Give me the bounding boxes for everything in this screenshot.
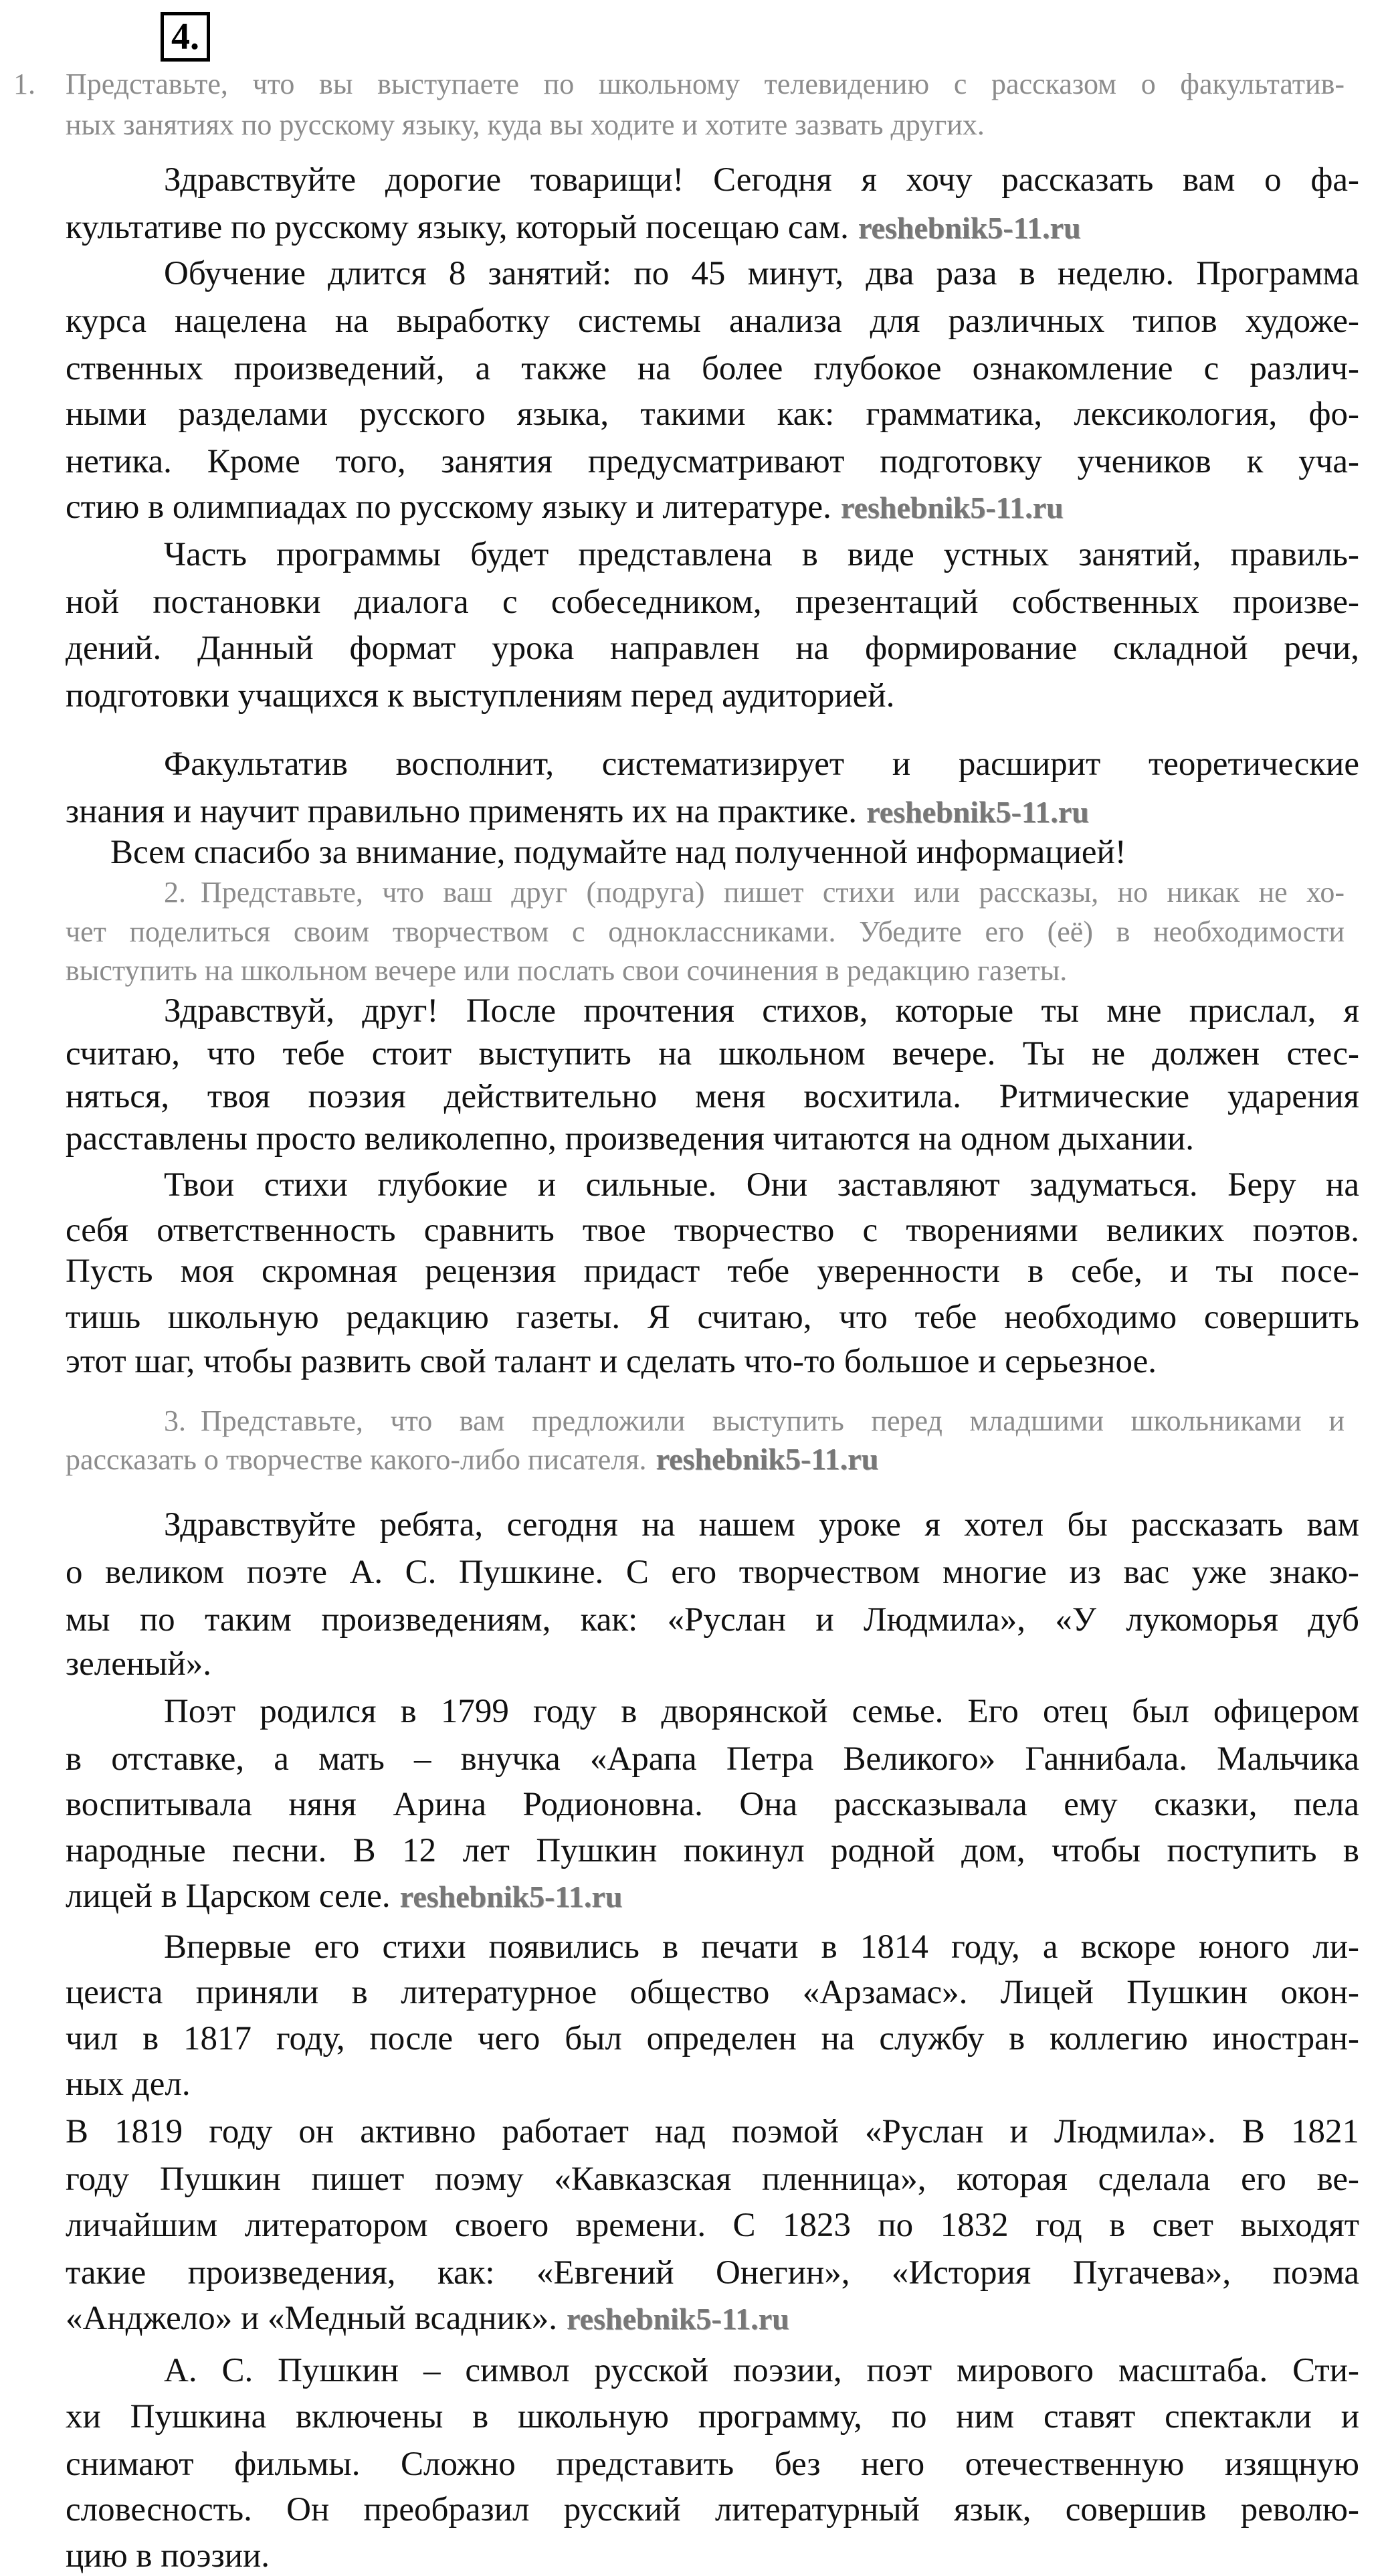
- text-line: [66, 1972, 1359, 2013]
- line-text: расставлены просто великолепно, произведения читаются на одном дыхании.: [66, 1120, 1195, 1158]
- text-line: [66, 207, 1081, 248]
- line-text: Впервые его стихи появились в печати в 1814 году, а вскоре юного ли-: [164, 1928, 1359, 1966]
- watermark: reshebnik5-11.ru: [866, 795, 1089, 830]
- text-line: [66, 2536, 270, 2576]
- text-line: [66, 676, 894, 716]
- text-line: [66, 2253, 1359, 2293]
- text-line: [66, 487, 1064, 527]
- text-line: [66, 2112, 1359, 2152]
- line-text: считаю, что тебе стоит выступить на школьном вечере. Ты не должен стес-: [66, 1035, 1359, 1073]
- text-line: [164, 991, 1359, 1031]
- line-text: в отставке, а мать – внучка «Арапа Петра Великого» Ганнибала. Мальчика: [66, 1740, 1359, 1778]
- text-line: [164, 160, 1359, 200]
- text-line: [66, 1210, 1359, 1251]
- text-line: [66, 442, 1359, 482]
- line-text: личайшим литератором своего времени. С 1823 по 1832 год в свет выходят: [66, 2206, 1359, 2244]
- line-text: Всем спасибо за внимание, подумайте над полученной информацией!: [110, 834, 1126, 872]
- text-line: [66, 1342, 1157, 1382]
- watermark: reshebnik5-11.ru: [566, 2302, 789, 2336]
- text-line: [66, 1644, 211, 1684]
- exercise-number: 4.: [161, 12, 210, 62]
- line-text: Представьте, что ваш друг (подруга) пишет стихи или рассказы, но никак не хо-: [201, 875, 1345, 909]
- line-text: ственных произведений, а также на более глубокое ознакомление с различ-: [66, 349, 1359, 387]
- text-line: [66, 1297, 1359, 1338]
- text-line: [66, 2490, 1359, 2530]
- line-text: тишь школьную редакцию газеты. Я считаю, что тебе необходимо совершить: [66, 1298, 1359, 1336]
- line-text: цию в поэзии.: [66, 2537, 270, 2575]
- prompt-line: [66, 107, 985, 143]
- text-line: [66, 2444, 1359, 2484]
- text-line: [164, 1691, 1359, 1732]
- prompt-line: [66, 1442, 878, 1478]
- text-line: [66, 1831, 1359, 1871]
- text-line: [164, 254, 1359, 294]
- text-line: [66, 1739, 1359, 1779]
- text-line: [66, 1119, 1194, 1159]
- text-line: [66, 2298, 789, 2338]
- line-text: Здравствуй, друг! После прочтения стихов, которые ты мне прислал, я: [164, 992, 1359, 1030]
- line-text: рассказать о творчестве какого-либо писателя.: [66, 1443, 647, 1477]
- line-text: стию в олимпиадах по русскому языку и литературе.: [66, 488, 831, 527]
- line-text: дений. Данный формат урока направлен на формирование складной речи,: [66, 629, 1359, 667]
- line-text: чет поделиться своим творчеством с одноклассниками. Убедите его (её) в необходимости: [66, 915, 1345, 948]
- text-line: [66, 792, 1089, 832]
- prompt-number: 2.: [164, 875, 186, 909]
- line-text: знания и научит правильно применять их на практике.: [66, 793, 858, 831]
- line-text: Обучение длится 8 занятий: по 45 минут, два раза в неделю. Программа: [164, 254, 1359, 292]
- text-line: [164, 744, 1359, 784]
- line-text: ными разделами русского языка, такими как: грамматика, лексикология, фо-: [66, 395, 1359, 434]
- line-text: цеиста приняли в литературное общество «Арзамас». Лицей Пушкин окон-: [66, 1974, 1359, 2012]
- line-text: Представьте, что вам предложили выступить перед младшими школьниками и: [201, 1404, 1345, 1437]
- text-line: [66, 1784, 1359, 1825]
- line-text: себя ответственность сравнить твое творчество с творениями великих поэтов.: [66, 1212, 1359, 1250]
- line-text: нетика. Кроме того, занятия предусматривают подготовку учеников к уча-: [66, 442, 1359, 480]
- line-text: Здравствуйте дорогие товарищи! Сегодня я хочу рассказать вам о фа-: [164, 161, 1359, 199]
- watermark: reshebnik5-11.ru: [399, 1879, 623, 1914]
- watermark: reshebnik5-11.ru: [840, 490, 1064, 525]
- line-text: году Пушкин пишет поэму «Кавказская пленница», которая сделала его ве-: [66, 2160, 1359, 2199]
- text-line: [66, 1251, 1359, 1291]
- line-text: воспитывала няня Арина Родионовна. Она рассказывала ему сказки, пела: [66, 1786, 1359, 1824]
- prompt-number: 3.: [164, 1404, 186, 1437]
- text-line: [110, 832, 1126, 872]
- line-text: подготовки учащихся к выступлениям перед аудиторией.: [66, 676, 895, 715]
- line-text: Твои стихи глубокие и сильные. Они заставляют задуматься. Беру на: [164, 1166, 1359, 1204]
- text-line: [66, 1552, 1359, 1592]
- text-line: [164, 1927, 1359, 1967]
- prompt-line: [201, 1403, 1345, 1439]
- line-text: Пусть моя скромная рецензия придаст тебе уверенности в себе, и ты посе-: [66, 1253, 1359, 1291]
- line-text: зеленый».: [66, 1645, 211, 1683]
- line-text: Представьте, что вы выступаете по школьному телевидению с рассказом о факультатив-: [66, 68, 1345, 101]
- text-line: [66, 394, 1359, 434]
- prompt-line: [66, 66, 1345, 102]
- line-text: снимают фильмы. Сложно представить без него отечественную изящную: [66, 2445, 1359, 2483]
- line-text: Поэт родился в 1799 году в дворянской семье. Его отец был офицером: [164, 1692, 1359, 1730]
- text-line: [164, 1165, 1359, 1205]
- line-text: няться, твоя поэзия действительно меня восхитила. Ритмические ударения: [66, 1077, 1359, 1115]
- line-text: такие произведения, как: «Евгений Онегин», «История Пугачева», поэма: [66, 2253, 1359, 2292]
- text-line: [66, 2205, 1359, 2245]
- text-line: [66, 349, 1359, 389]
- text-line: [66, 1077, 1359, 1117]
- line-text: Здравствуйте ребята, сегодня на нашем уроке я хотел бы рассказать вам: [164, 1506, 1359, 1544]
- line-text: «Анджело» и «Медный всадник».: [66, 2300, 557, 2337]
- line-text: выступить на школьном вечере или послать свои сочинения в редакцию газеты.: [66, 954, 1068, 988]
- text-line: [164, 535, 1359, 575]
- line-text: лицей в Царском селе.: [66, 1877, 391, 1916]
- line-text: культативе по русскому языку, который посещаю сам.: [66, 209, 849, 247]
- text-line: [66, 1876, 622, 1916]
- text-line: [164, 2351, 1359, 2391]
- line-text: ных занятиях по русскому языку, куда вы ходите и хотите зазвать других.: [66, 108, 985, 142]
- line-text: народные песни. В 12 лет Пушкин покинул родной дом, чтобы поступить в: [66, 1831, 1359, 1869]
- text-line: [66, 628, 1359, 668]
- text-line: [66, 1034, 1359, 1074]
- prompt-line: [66, 953, 1067, 989]
- text-line: [164, 1505, 1359, 1545]
- prompt-line: [201, 875, 1345, 911]
- line-text: ной постановки диалога с собеседником, презентаций собственных произве-: [66, 583, 1359, 622]
- line-text: о великом поэте А. С. Пушкине. С его творчеством многие из вас уже знако-: [66, 1554, 1359, 1592]
- line-text: мы по таким произведениям, как: «Руслан и Людмила», «У лукоморья дуб: [66, 1600, 1359, 1639]
- text-line: [66, 2019, 1359, 2059]
- text-line: [66, 301, 1359, 341]
- prompt-line: [66, 914, 1345, 950]
- line-text: Факультатив восполнит, систематизирует и расширит теоретические: [164, 745, 1359, 784]
- text-line: [66, 2159, 1359, 2199]
- text-line: [66, 1600, 1359, 1640]
- text-line: [66, 582, 1359, 622]
- watermark: reshebnik5-11.ru: [858, 211, 1081, 246]
- line-text: ных дел.: [66, 2065, 191, 2104]
- line-text: этот шаг, чтобы развить свой талант и сделать что-то большое и серьезное.: [66, 1342, 1157, 1380]
- line-text: В 1819 году он активно работает над поэмой «Руслан и Людмила». В 1821: [66, 2113, 1359, 2151]
- line-text: А. С. Пушкин – символ русской поэзии, поэт мирового масштаба. Сти-: [164, 2352, 1359, 2390]
- line-text: словесность. Он преобразил русский литературный язык, совершив револю-: [66, 2491, 1359, 2529]
- text-line: [66, 2397, 1359, 2437]
- text-line: [66, 2064, 191, 2104]
- line-text: Часть программы будет представлена в виде устных занятий, правиль-: [164, 536, 1359, 574]
- prompt-number: 1.: [13, 68, 35, 101]
- line-text: курса нацелена на выработку системы анализа для различных типов художе-: [66, 302, 1359, 340]
- line-text: чил в 1817 году, после чего был определен на службу в коллегию иностран-: [66, 2019, 1359, 2057]
- line-text: хи Пушкина включены в школьную программу, по ним ставят спектакли и: [66, 2397, 1359, 2435]
- watermark: reshebnik5-11.ru: [656, 1442, 879, 1477]
